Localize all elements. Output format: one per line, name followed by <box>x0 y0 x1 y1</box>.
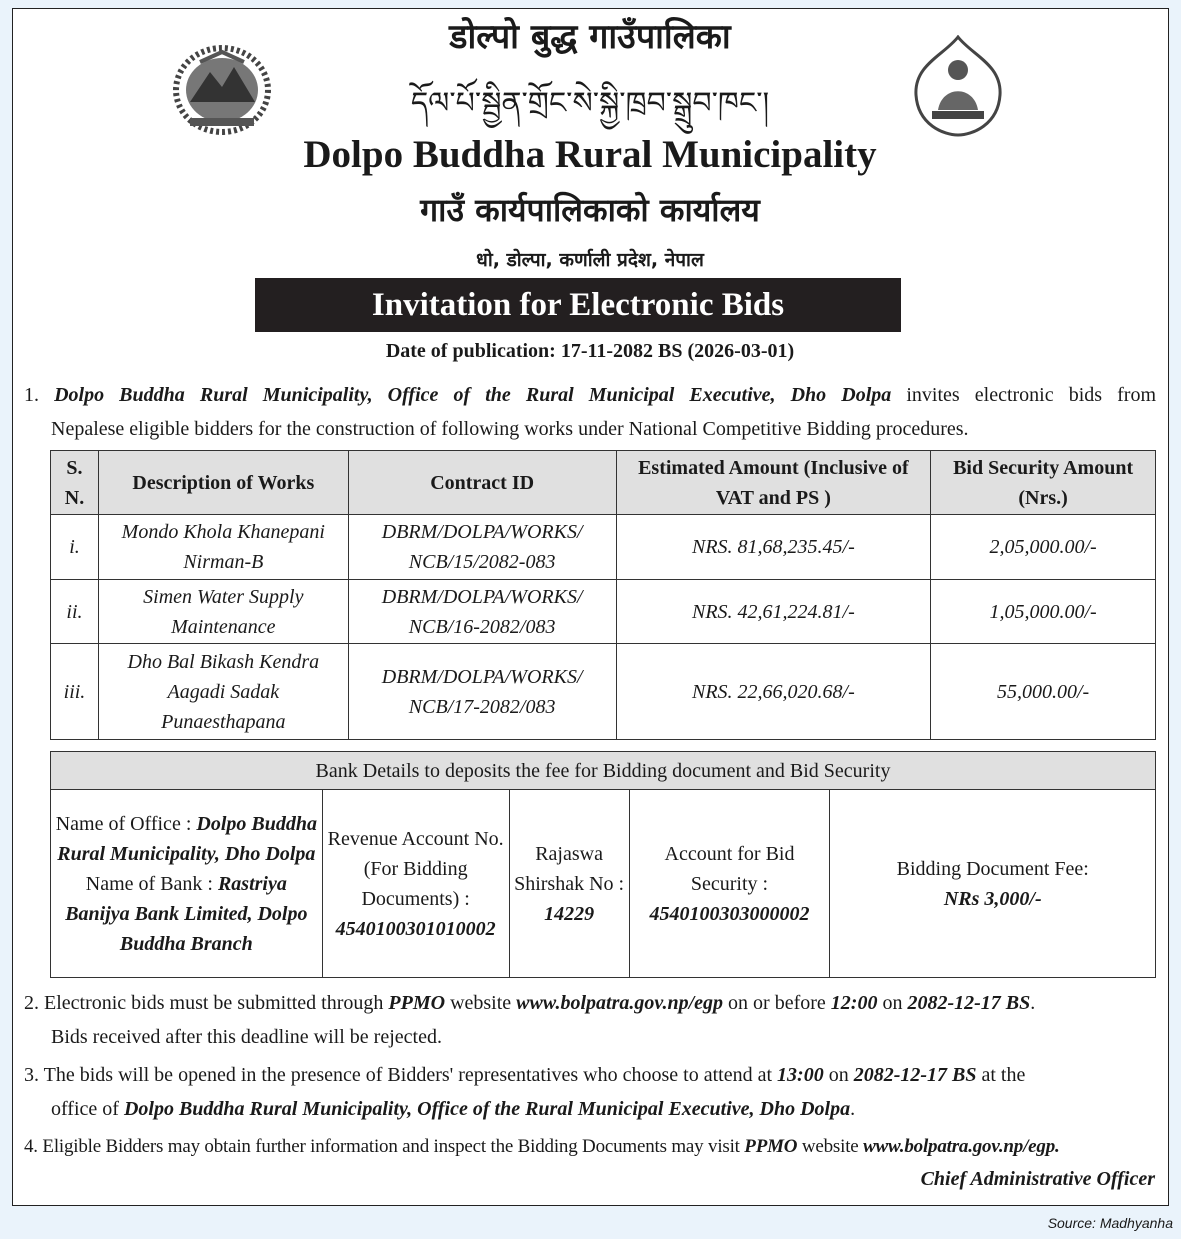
clause-2-date: 2082-12-17 BS <box>907 992 1031 1014</box>
header-bid-security: Bid Security Amount (Nrs.) <box>931 451 1156 515</box>
bidding-fee-cell <box>830 790 1156 978</box>
municipality-name-english: Dolpo Buddha Rural Municipality <box>303 133 877 176</box>
row-amount: NRS. 81,68,235.45/- <box>616 515 931 580</box>
clause-2-time: 12:00 <box>830 992 878 1014</box>
clause-4-text: Eligible Bidders may obtain further information and inspect the Bidding Documents may visit <box>37 1136 745 1157</box>
clause-2-text: on or before <box>723 992 831 1014</box>
clause-4-ppmo: PPMO <box>744 1136 798 1157</box>
address-nepali: धो, डोल्पा, कर्णाली प्रदेश, नेपाल <box>476 249 704 271</box>
clause-3-text: . <box>850 1098 856 1120</box>
office-label: Name of Office : <box>55 812 197 835</box>
clause-1 <box>24 378 1156 446</box>
clause-2-text: website <box>445 992 517 1014</box>
row-security: 55,000.00/- <box>931 644 1156 740</box>
works-table-header <box>51 451 1156 515</box>
publication-date: Date of publication: 17-11-2082 BS (2026-03-01) <box>385 340 795 362</box>
row-description: Dho Bal Bikash Kendra Aagadi Sadak Punaesthapana <box>98 644 348 740</box>
revenue-label: Revenue Account No. (For Bidding Documents) : <box>327 827 504 910</box>
clause-3-office: Dolpo Buddha Rural Municipality, Office of the Rural Municipal Executive, Dho Dolpa <box>123 1098 851 1120</box>
bank-label: Name of Bank : <box>85 872 218 895</box>
clause-3-time: 13:00 <box>777 1064 824 1086</box>
rajaswa-label: Rajaswa Shirshak No : <box>514 842 625 895</box>
clause-3 <box>24 1058 1156 1126</box>
notice-title-banner: Invitation for Electronic Bids <box>255 278 901 332</box>
clause-number: 4. <box>24 1136 38 1157</box>
revenue-value: 4540100301010002 <box>335 917 496 940</box>
row-security: 2,05,000.00/- <box>931 515 1156 580</box>
clause-3-date: 2082-12-17 BS <box>853 1064 977 1086</box>
nepal-emblem-icon <box>170 42 275 137</box>
buddha-municipality-logo-icon <box>912 35 1004 137</box>
table-row <box>51 515 1156 580</box>
clause-3-text: The bids will be opened in the presence of Bidders' representatives who choose to attend at <box>39 1064 778 1086</box>
municipality-name-tibetan: དོལ་པོ་སྦྱིན་གྲོང་སེ་སྐྱི་ཁྲབ་སྒྲུབ་ཁང་། <box>410 86 770 121</box>
table-row <box>51 580 1156 644</box>
clause-4-text: website <box>797 1136 864 1157</box>
security-account-value: 4540100303000002 <box>649 902 810 925</box>
clause-4-url: www.bolpatra.gov.np/egp. <box>863 1136 1060 1157</box>
row-description: Mondo Khola Khanepani Nirman-B <box>98 515 348 580</box>
source-credit: Source: Madhyanha <box>1047 1215 1173 1231</box>
row-security: 1,05,000.00/- <box>931 580 1156 644</box>
clause-number: 1. <box>24 384 39 406</box>
municipality-name-nepali: डोल्पो बुद्ध गाउँपालिका <box>449 17 731 57</box>
bid-security-account-cell <box>629 790 830 978</box>
row-amount: NRS. 42,61,224.81/- <box>616 580 931 644</box>
clause-3-text: office of <box>51 1098 124 1120</box>
clause-4 <box>24 1130 1164 1164</box>
clause-2 <box>24 986 1156 1054</box>
office-value: Dolpo Buddha Rural Municipality, Dho Dolpa <box>57 812 317 865</box>
office-name-nepali: गाउँ कार्यपालिकाको कार्यालय <box>420 191 760 229</box>
header-description: Description of Works <box>98 451 348 515</box>
revenue-account-cell <box>322 790 509 978</box>
clause-2-ppmo: PPMO <box>388 992 446 1014</box>
rajaswa-value: 14229 <box>544 902 595 925</box>
clause-number: 3. <box>24 1064 39 1086</box>
clause-2-text: on <box>877 992 908 1014</box>
header-estimated-amount: Estimated Amount (Inclusive of VAT and PS ) <box>616 451 931 515</box>
clause-2-url: www.bolpatra.gov.np/egp <box>516 992 724 1014</box>
clause-2-text: Electronic bids must be submitted through <box>39 992 389 1014</box>
clause-2-line2: Bids received after this deadline will be rejected. <box>51 1026 442 1048</box>
clause-1-lead: Dolpo Buddha Rural Municipality, Office of the Rural Municipal Executive, Dho Dolpa <box>54 384 892 406</box>
row-amount: NRS. 22,66,020.68/- <box>616 644 931 740</box>
clause-1-line2: Nepalese eligible bidders for the construction of following works under National Competitive Bidding procedures. <box>51 418 969 440</box>
clause-2-text: . <box>1030 992 1036 1014</box>
rajaswa-cell <box>509 790 629 978</box>
clause-3-text: on <box>823 1064 854 1086</box>
security-account-label: Account for Bid Security : <box>664 842 795 895</box>
row-sn: ii. <box>51 580 99 644</box>
row-description: Simen Water Supply Maintenance <box>98 580 348 644</box>
table-row <box>51 644 1156 740</box>
row-sn: iii. <box>51 644 99 740</box>
office-bank-cell <box>51 790 323 978</box>
clause-3-text: at the <box>976 1064 1026 1086</box>
clause-number: 2. <box>24 992 39 1014</box>
clause-1-text: invites electronic bids from <box>891 384 1157 406</box>
header-sn: S. N. <box>51 451 99 515</box>
works-table <box>50 450 1156 740</box>
fee-value: NRs 3,000/- <box>943 887 1042 910</box>
row-contract-id: DBRM/DOLPA/WORKS/ NCB/15/2082-083 <box>348 515 616 580</box>
fee-label: Bidding Document Fee: <box>896 857 1089 880</box>
bank-value: Rastriya Banijya Bank Limited, Dolpo Buddha Branch <box>65 872 308 955</box>
bank-details-table <box>50 751 1156 978</box>
row-contract-id: DBRM/DOLPA/WORKS/ NCB/17-2082/083 <box>348 644 616 740</box>
signature: Chief Administrative Officer <box>920 1168 1155 1190</box>
row-contract-id: DBRM/DOLPA/WORKS/ NCB/16-2082/083 <box>348 580 616 644</box>
bank-table-title: Bank Details to deposits the fee for Bidding document and Bid Security <box>51 752 1156 790</box>
header-contract-id: Contract ID <box>348 451 616 515</box>
row-sn: i. <box>51 515 99 580</box>
